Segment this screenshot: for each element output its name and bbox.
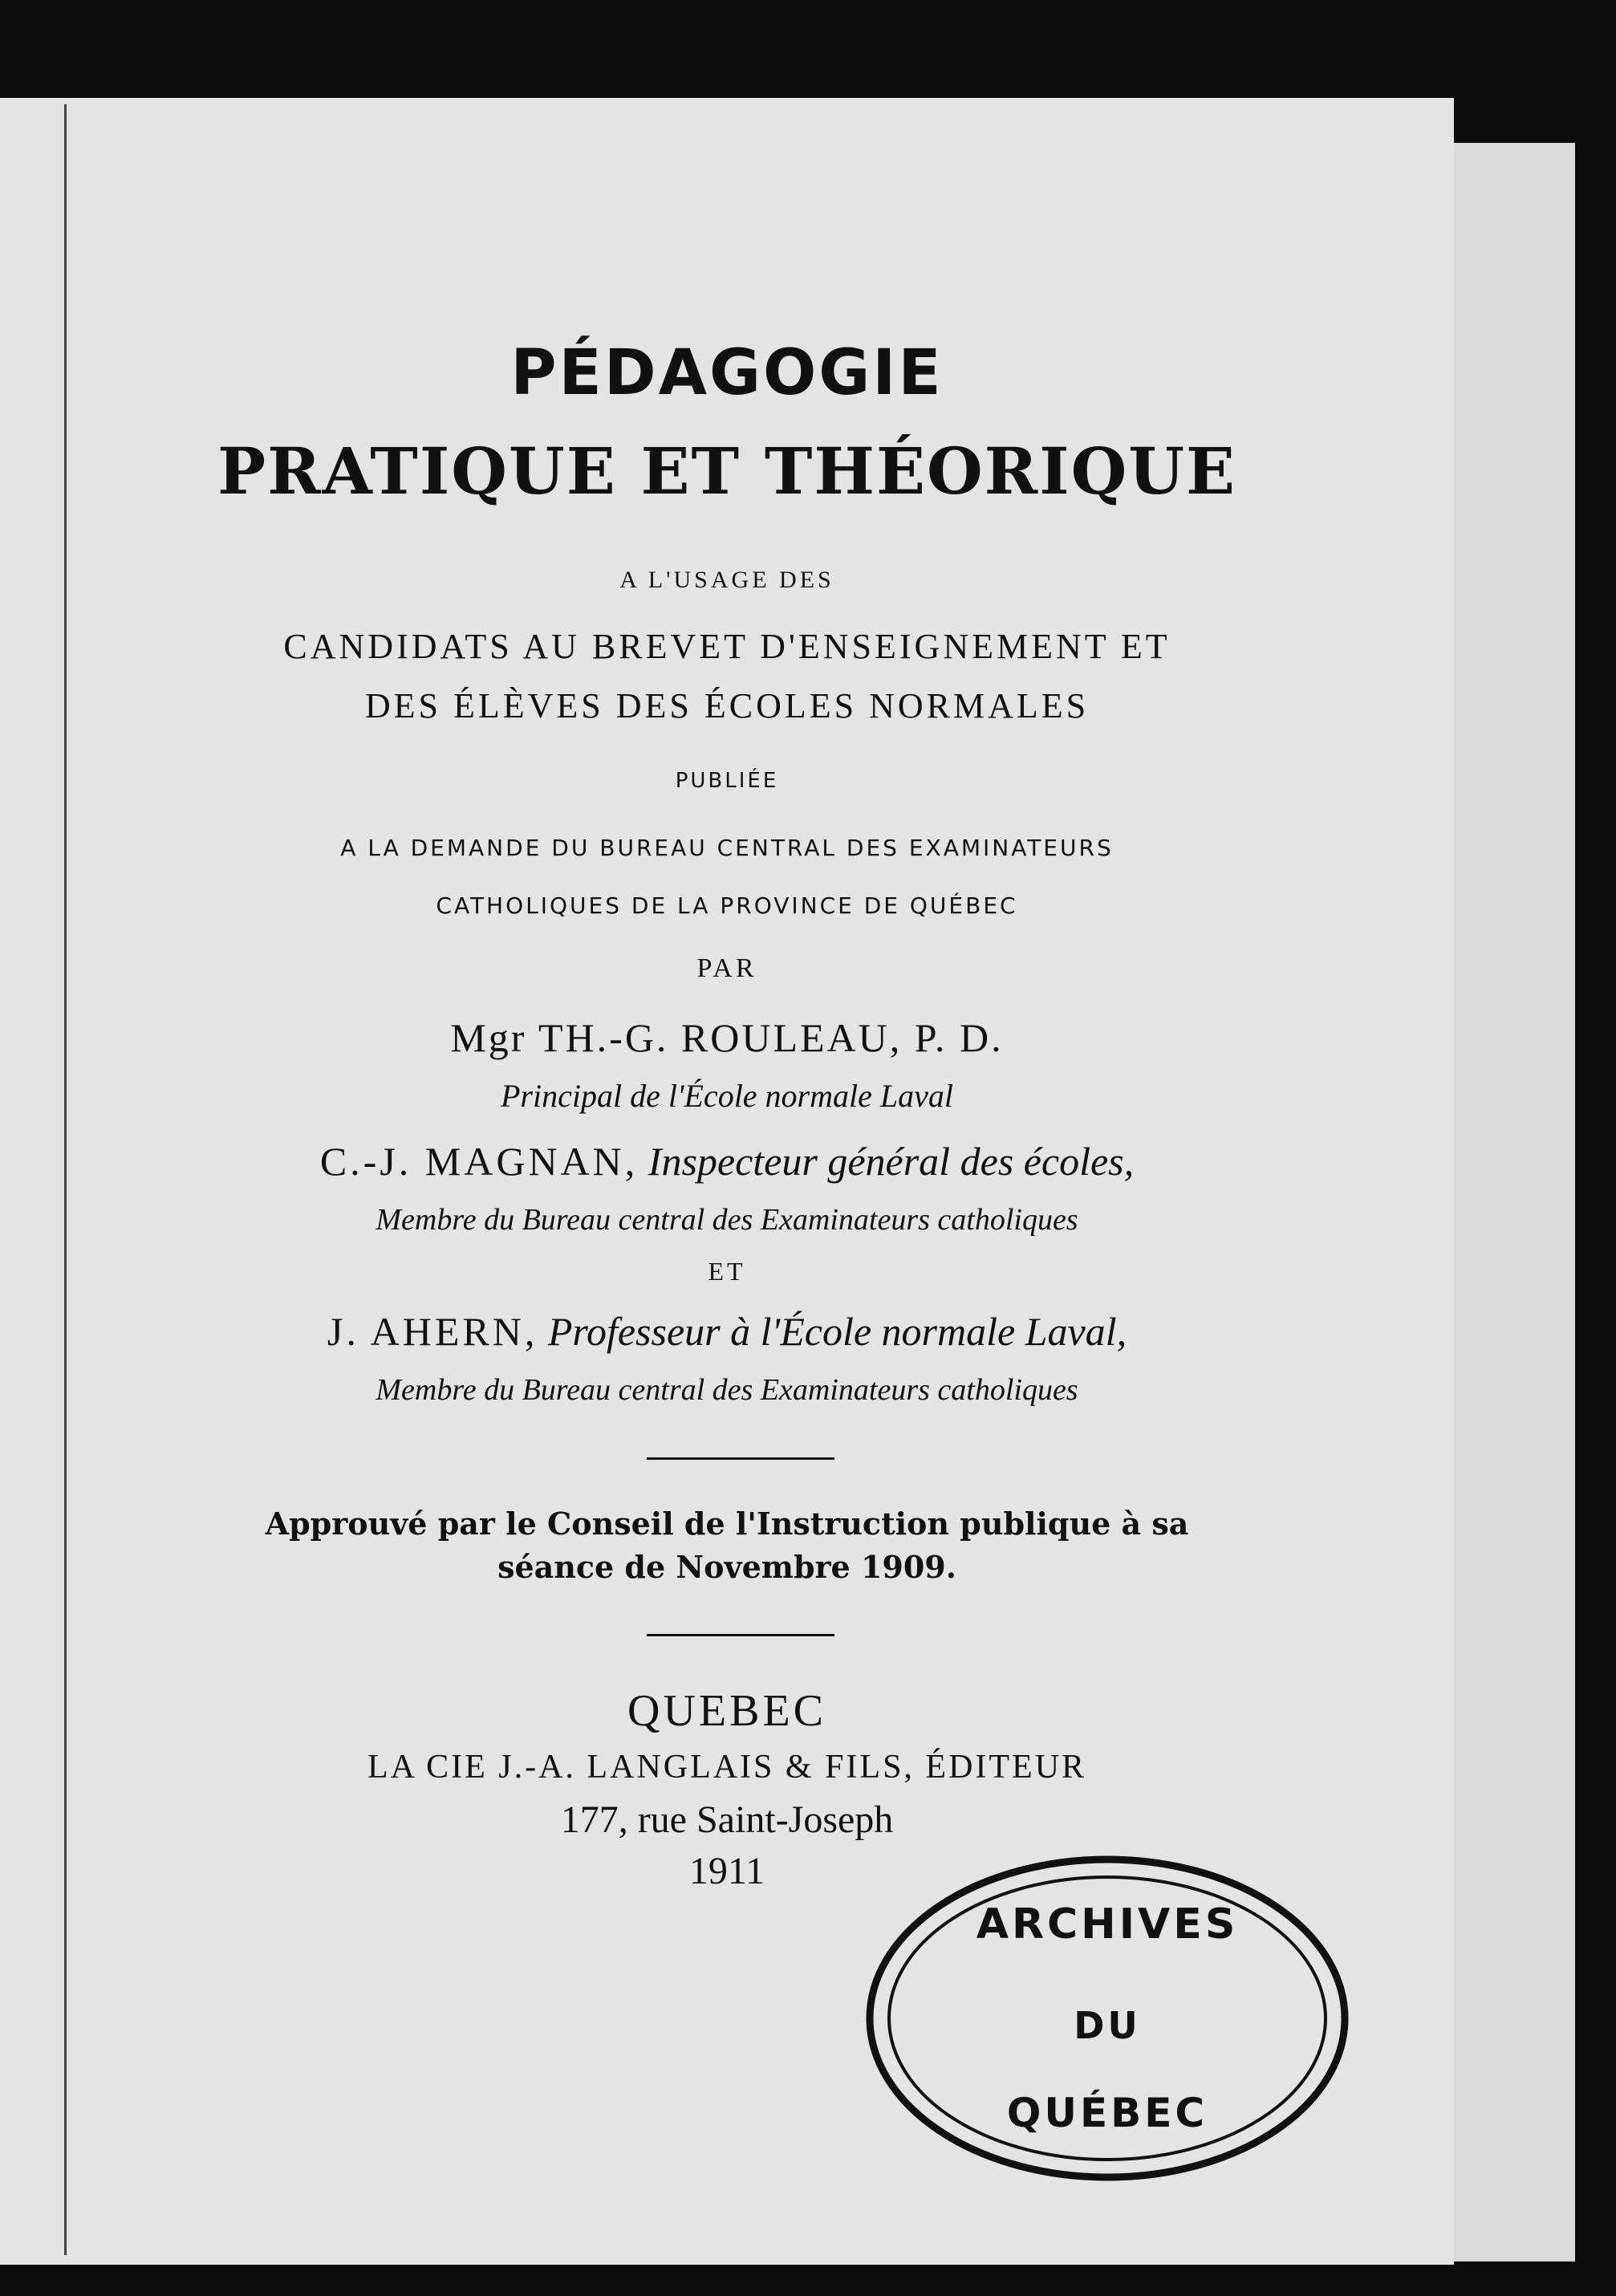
subtitle-par: PAR	[696, 953, 757, 983]
author3-name: J. AHERN,	[327, 1309, 538, 1354]
approval-line-2: séance de Novembre 1909.	[497, 1549, 956, 1585]
back-page-edge	[1444, 143, 1575, 2261]
approval-line-1: Approuvé par le Conseil de l'Instruction publique à sa	[265, 1506, 1189, 1542]
imprint-city: QUEBEC	[627, 1686, 826, 1736]
subtitle-candidates: CANDIDATS AU BREVET D'ENSEIGNEMENT ET	[283, 627, 1171, 666]
stamp-bottom-text: QUÉBEC	[1006, 2090, 1208, 2136]
author3-line	[0, 1308, 1454, 1355]
subtitle-published: PUBLIÉE	[675, 769, 779, 793]
imprint-year: 1911	[688, 1850, 765, 1892]
divider-rule-1	[647, 1457, 834, 1460]
title-line-2: PRATIQUE ET THÉORIQUE	[217, 433, 1237, 509]
authors-et: ET	[708, 1257, 746, 1286]
author2-role: Membre du Bureau central des Examinateurs catholiques	[376, 1203, 1078, 1237]
subtitle-catholic: CATHOLIQUES DE LA PROVINCE DE QUÉBEC	[436, 892, 1018, 919]
stamp-top-text: ARCHIVES	[976, 1900, 1239, 1949]
author3-title: Professeur à l'École normale Laval,	[547, 1309, 1127, 1354]
author2-name: C.-J. MAGNAN,	[319, 1139, 639, 1184]
author1-role: Principal de l'École normale Laval	[500, 1078, 953, 1114]
stamp-middle-text: DU	[1074, 2004, 1141, 2047]
subtitle-usage: A L'USAGE DES	[619, 567, 834, 593]
imprint-publisher: LA CIE J.-A. LANGLAIS & FILS, ÉDITEUR	[367, 1749, 1087, 1786]
subtitle-request: A LA DEMANDE DU BUREAU CENTRAL DES EXAMINATEURS	[340, 835, 1114, 861]
author2-line	[0, 1138, 1454, 1185]
divider-rule-2	[647, 1634, 834, 1636]
archives-stamp	[859, 1846, 1356, 2191]
imprint-address: 177, rue Saint-Joseph	[560, 1798, 894, 1841]
title-line-1: PÉDAGOGIE	[510, 337, 944, 409]
subtitle-students: DES ÉLÈVES DES ÉCOLES NORMALES	[364, 686, 1090, 725]
author2-title: Inspecteur général des écoles,	[648, 1139, 1135, 1184]
author3-role: Membre du Bureau central des Examinateurs catholiques	[376, 1373, 1078, 1407]
author1-name: Mgr TH.-G. ROULEAU, P. D.	[450, 1015, 1004, 1060]
